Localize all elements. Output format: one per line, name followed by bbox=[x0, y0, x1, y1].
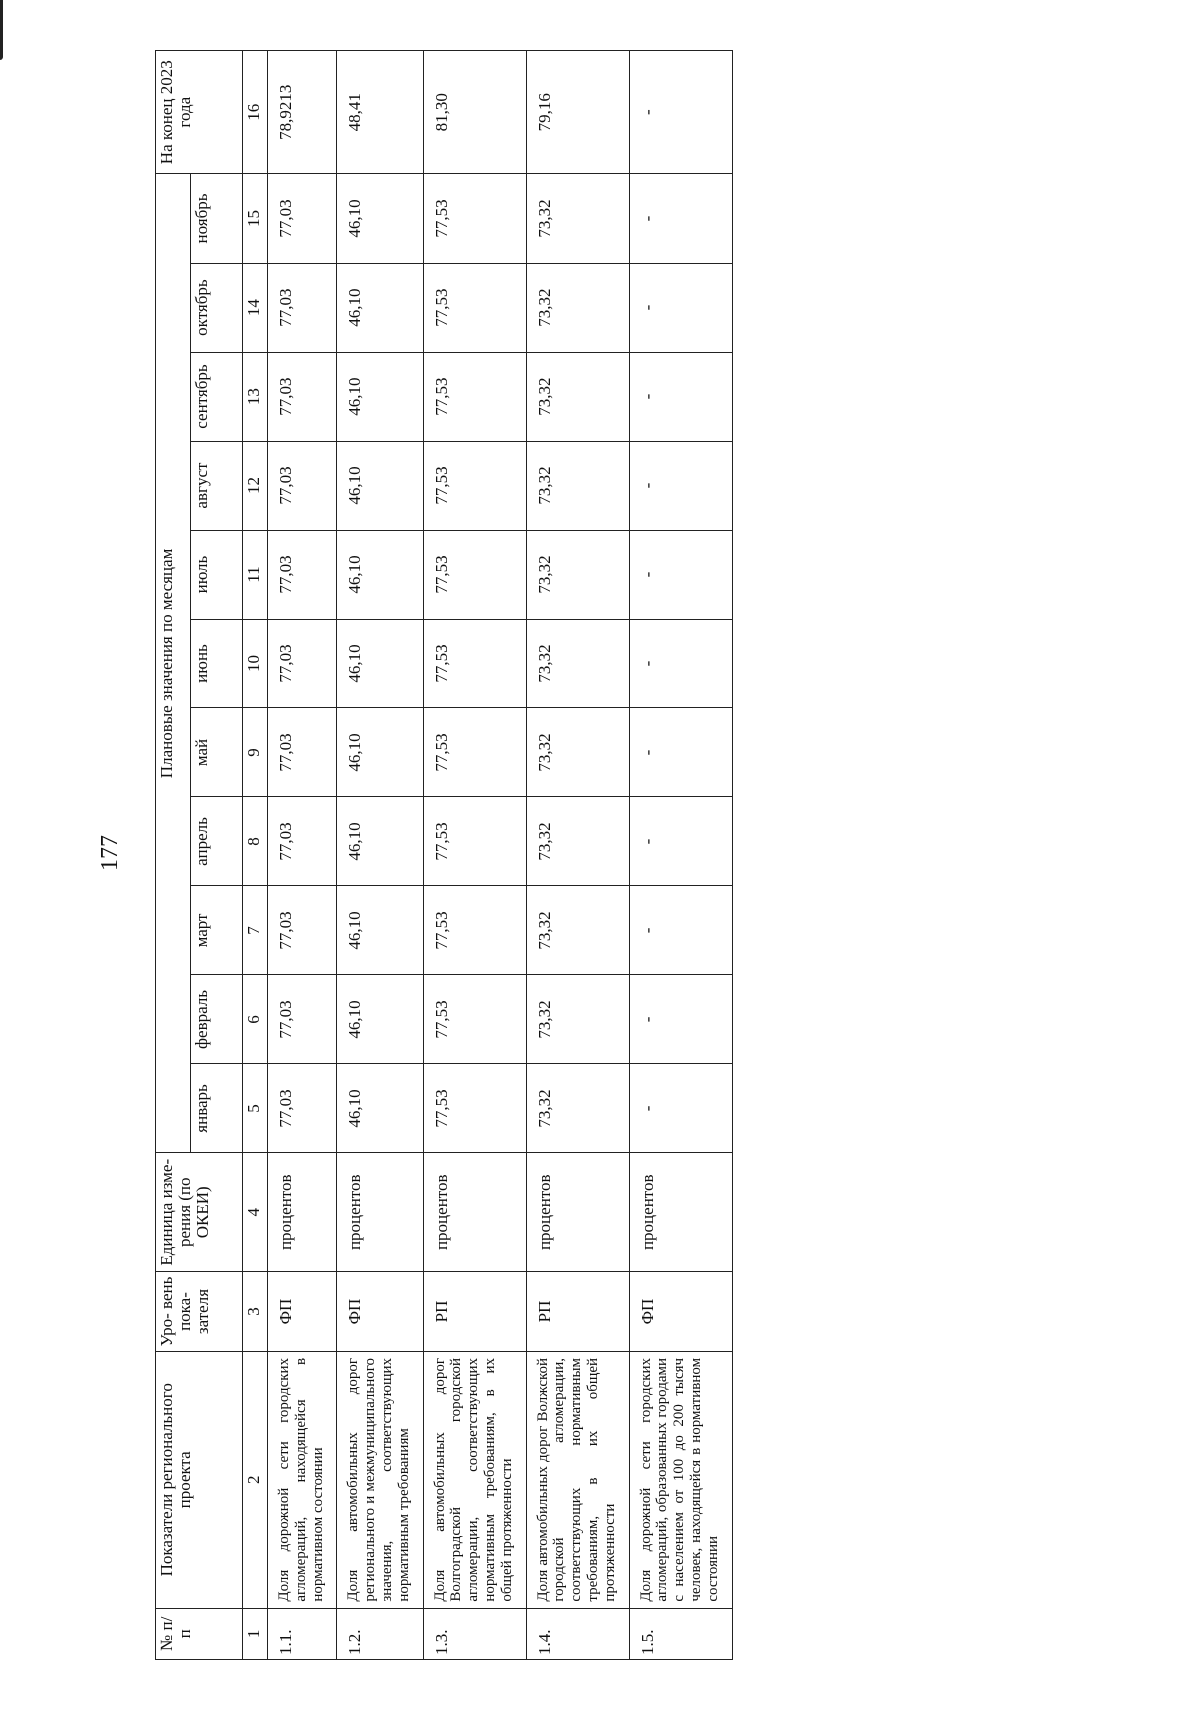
column-number: 2 bbox=[243, 1351, 268, 1608]
unit-cell: процентов bbox=[337, 1153, 423, 1272]
row-number: 1.4. bbox=[526, 1608, 629, 1659]
month-value: - bbox=[629, 174, 732, 263]
month-value: 77,03 bbox=[268, 441, 337, 530]
month-value: - bbox=[629, 619, 732, 708]
table-row bbox=[423, 51, 526, 1660]
row-number: 1.3. bbox=[423, 1608, 526, 1659]
month-value: 77,53 bbox=[423, 975, 526, 1064]
header-month: ноябрь bbox=[191, 174, 243, 263]
header-indicator: Показатели регионального проекта bbox=[156, 1351, 243, 1608]
row-number: 1.1. bbox=[268, 1608, 337, 1659]
month-value: 73,32 bbox=[526, 263, 629, 352]
year-end-value: 79,16 bbox=[526, 51, 629, 174]
month-value: 77,53 bbox=[423, 263, 526, 352]
month-value: 77,03 bbox=[268, 797, 337, 886]
month-value: - bbox=[629, 530, 732, 619]
month-value: 77,53 bbox=[423, 174, 526, 263]
month-value: 73,32 bbox=[526, 797, 629, 886]
column-number: 8 bbox=[243, 797, 268, 886]
header-month: октябрь bbox=[191, 263, 243, 352]
month-value: 77,03 bbox=[268, 619, 337, 708]
header-month: май bbox=[191, 708, 243, 797]
month-value: 77,53 bbox=[423, 1064, 526, 1153]
month-value: - bbox=[629, 263, 732, 352]
indicator-name: Доля автомобильных дорог регионального и межмуниципального значения, соответствующих нормативным требованиям bbox=[337, 1351, 423, 1608]
month-value: 77,03 bbox=[268, 530, 337, 619]
month-value: 46,10 bbox=[337, 886, 423, 975]
month-value: - bbox=[629, 975, 732, 1064]
indicators-table bbox=[155, 50, 733, 1660]
page-number: 177 bbox=[97, 835, 123, 871]
column-number: 13 bbox=[243, 352, 268, 441]
column-number: 3 bbox=[243, 1272, 268, 1352]
unit-cell: процентов bbox=[423, 1153, 526, 1272]
header-month: январь bbox=[191, 1064, 243, 1153]
month-value: - bbox=[629, 886, 732, 975]
month-value: 73,32 bbox=[526, 708, 629, 797]
table-row bbox=[268, 51, 337, 1660]
row-number: 1.2. bbox=[337, 1608, 423, 1659]
header-month: июль bbox=[191, 530, 243, 619]
indicator-level: РП bbox=[526, 1272, 629, 1352]
month-value: 77,03 bbox=[268, 174, 337, 263]
unit-cell: процентов bbox=[526, 1153, 629, 1272]
row-number: 1.5. bbox=[629, 1608, 732, 1659]
month-value: - bbox=[629, 1064, 732, 1153]
column-number: 11 bbox=[243, 530, 268, 619]
month-value: 77,03 bbox=[268, 352, 337, 441]
month-value: 77,53 bbox=[423, 708, 526, 797]
indicator-name: Доля автомобильных дорог Волжской городской агломерации, соответствующих нормативным требованиям, в их общей протяженности bbox=[526, 1351, 629, 1608]
indicator-name: Доля автомобильных дорог Волгоградской городской агломерации, соответствующих нормативным требованиям, в их общей протяженности bbox=[423, 1351, 526, 1608]
indicator-level: ФП bbox=[629, 1272, 732, 1352]
column-number: 14 bbox=[243, 263, 268, 352]
column-number: 10 bbox=[243, 619, 268, 708]
month-value: 46,10 bbox=[337, 1064, 423, 1153]
header-num: № п/п bbox=[156, 1608, 243, 1659]
month-value: 77,53 bbox=[423, 886, 526, 975]
month-value: 46,10 bbox=[337, 975, 423, 1064]
year-end-value: 78,9213 bbox=[268, 51, 337, 174]
month-value: 46,10 bbox=[337, 352, 423, 441]
year-end-value: - bbox=[629, 51, 732, 174]
month-value: 46,10 bbox=[337, 441, 423, 530]
month-value: 77,03 bbox=[268, 975, 337, 1064]
column-number: 1 bbox=[243, 1608, 268, 1659]
indicator-name: Доля дорожной сети городских агломераций, находящейся в нормативном состоянии bbox=[268, 1351, 337, 1608]
column-number: 7 bbox=[243, 886, 268, 975]
rotated-table-container bbox=[155, 50, 1159, 1660]
header-level: Уро- вень пока- зателя bbox=[156, 1272, 243, 1352]
header-unit: Единица изме- рения (по ОКЕИ) bbox=[156, 1153, 243, 1272]
month-value: 77,03 bbox=[268, 886, 337, 975]
month-value: 46,10 bbox=[337, 797, 423, 886]
column-number: 15 bbox=[243, 174, 268, 263]
month-value: 73,32 bbox=[526, 975, 629, 1064]
header-plan-group: Плановые значения по месяцам bbox=[156, 174, 191, 1153]
month-value: - bbox=[629, 708, 732, 797]
column-number: 16 bbox=[243, 51, 268, 174]
table-body bbox=[268, 51, 733, 1660]
month-value: 73,32 bbox=[526, 174, 629, 263]
header-month: август bbox=[191, 441, 243, 530]
month-value: 46,10 bbox=[337, 263, 423, 352]
month-value: 77,53 bbox=[423, 530, 526, 619]
year-end-value: 81,30 bbox=[423, 51, 526, 174]
column-number-row bbox=[243, 51, 268, 1660]
month-value: 77,53 bbox=[423, 619, 526, 708]
month-value: 73,32 bbox=[526, 619, 629, 708]
header-month: март bbox=[191, 886, 243, 975]
month-value: 77,03 bbox=[268, 708, 337, 797]
table-row bbox=[629, 51, 732, 1660]
header-month: июнь bbox=[191, 619, 243, 708]
table-row bbox=[337, 51, 423, 1660]
column-number: 9 bbox=[243, 708, 268, 797]
month-value: 73,32 bbox=[526, 441, 629, 530]
header-month: сентябрь bbox=[191, 352, 243, 441]
month-value: 46,10 bbox=[337, 174, 423, 263]
month-value: - bbox=[629, 441, 732, 530]
month-value: 77,53 bbox=[423, 441, 526, 530]
year-end-value: 48,41 bbox=[337, 51, 423, 174]
column-number: 12 bbox=[243, 441, 268, 530]
month-value: 73,32 bbox=[526, 886, 629, 975]
month-value: 77,03 bbox=[268, 263, 337, 352]
month-value: 73,32 bbox=[526, 352, 629, 441]
unit-cell: процентов bbox=[629, 1153, 732, 1272]
month-value: 73,32 bbox=[526, 530, 629, 619]
indicator-level: ФП bbox=[268, 1272, 337, 1352]
month-value: 77,03 bbox=[268, 1064, 337, 1153]
table-row bbox=[526, 51, 629, 1660]
unit-cell: процентов bbox=[268, 1153, 337, 1272]
column-number: 5 bbox=[243, 1064, 268, 1153]
indicator-level: ФП bbox=[337, 1272, 423, 1352]
month-value: 73,32 bbox=[526, 1064, 629, 1153]
header-month: апрель bbox=[191, 797, 243, 886]
column-number: 6 bbox=[243, 975, 268, 1064]
column-number: 4 bbox=[243, 1153, 268, 1272]
page-edge-mark bbox=[0, 0, 3, 60]
month-value: 46,10 bbox=[337, 530, 423, 619]
indicator-name: Доля дорожной сети городских агломераций, образованных городами с населением от 100 до 200 тысяч человек, находящейся в нормативном состоянии bbox=[629, 1351, 732, 1608]
month-value: 77,53 bbox=[423, 352, 526, 441]
month-value: 46,10 bbox=[337, 619, 423, 708]
indicator-level: РП bbox=[423, 1272, 526, 1352]
header-year-end: На конец 2023 года bbox=[156, 51, 243, 174]
month-value: 77,53 bbox=[423, 797, 526, 886]
header-month: февраль bbox=[191, 975, 243, 1064]
month-value: - bbox=[629, 352, 732, 441]
month-value: - bbox=[629, 797, 732, 886]
month-value: 46,10 bbox=[337, 708, 423, 797]
